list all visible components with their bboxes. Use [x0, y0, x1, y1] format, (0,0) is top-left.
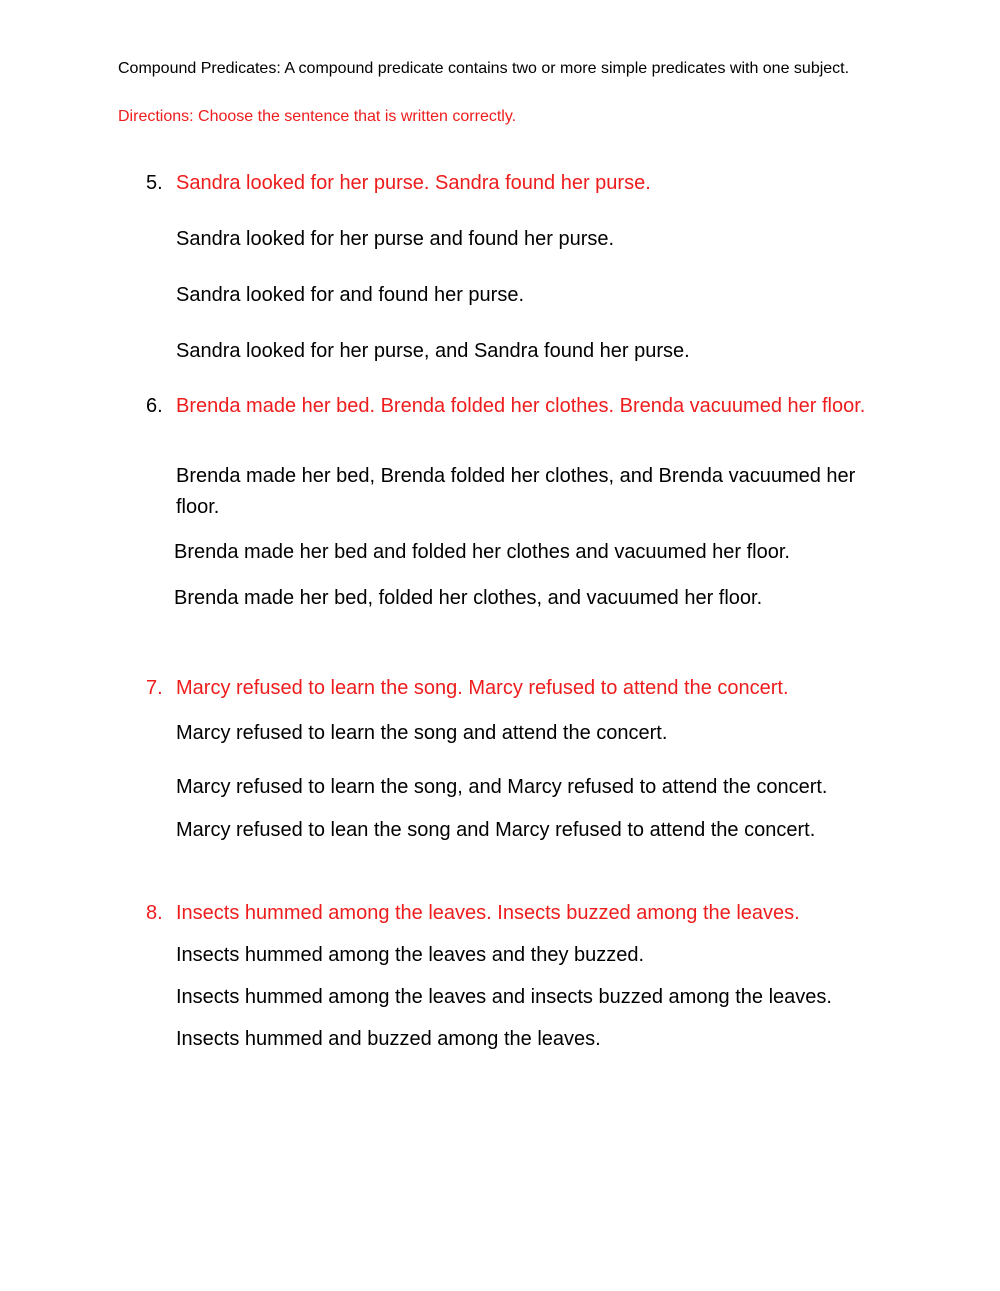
answer-option[interactable]: Marcy refused to lean the song and Marcy refused to attend the concert. [176, 819, 816, 841]
answer-option[interactable]: Sandra looked for and found her purse. [176, 284, 525, 306]
answer-option[interactable]: Marcy refused to learn the song, and Marcy refused to attend the concert. [176, 776, 828, 798]
answer-option[interactable]: Marcy refused to learn the song and attend the concert. [176, 722, 668, 744]
intro-text: Compound Predicates: A compound predicate contains two or more simple predicates with one subject. [118, 60, 850, 77]
directions-text: Directions: Choose the sentence that is written correctly. [118, 108, 517, 125]
question-number: 7. [146, 677, 163, 699]
question-number: 5. [146, 172, 163, 194]
question-number: 6. [146, 395, 163, 417]
question-number: 8. [146, 902, 163, 924]
question-prompt: Insects hummed among the leaves. Insects buzzed among the leaves. [176, 902, 800, 924]
answer-option[interactable]: Sandra looked for her purse, and Sandra found her purse. [176, 340, 690, 362]
question-prompt: Marcy refused to learn the song. Marcy refused to attend the concert. [176, 677, 789, 699]
answer-option[interactable]: Insects hummed among the leaves and they buzzed. [176, 944, 645, 966]
answer-option[interactable]: Insects hummed among the leaves and insects buzzed among the leaves. [176, 986, 832, 1008]
question-prompt: Brenda made her bed. Brenda folded her clothes. Brenda vacuumed her floor. [176, 395, 866, 417]
answer-option[interactable]: Brenda made her bed and folded her clothes and vacuumed her floor. [174, 541, 790, 563]
answer-option[interactable]: Sandra looked for her purse and found her purse. [176, 228, 615, 250]
answer-option[interactable]: Brenda made her bed, Brenda folded her clothes, and Brenda vacuumed her floor. [176, 465, 856, 518]
answer-option[interactable]: Insects hummed and buzzed among the leaves. [176, 1028, 601, 1050]
answer-option[interactable]: Brenda made her bed, folded her clothes, and vacuumed her floor. [174, 587, 763, 609]
question-prompt: Sandra looked for her purse. Sandra found her purse. [176, 172, 651, 194]
